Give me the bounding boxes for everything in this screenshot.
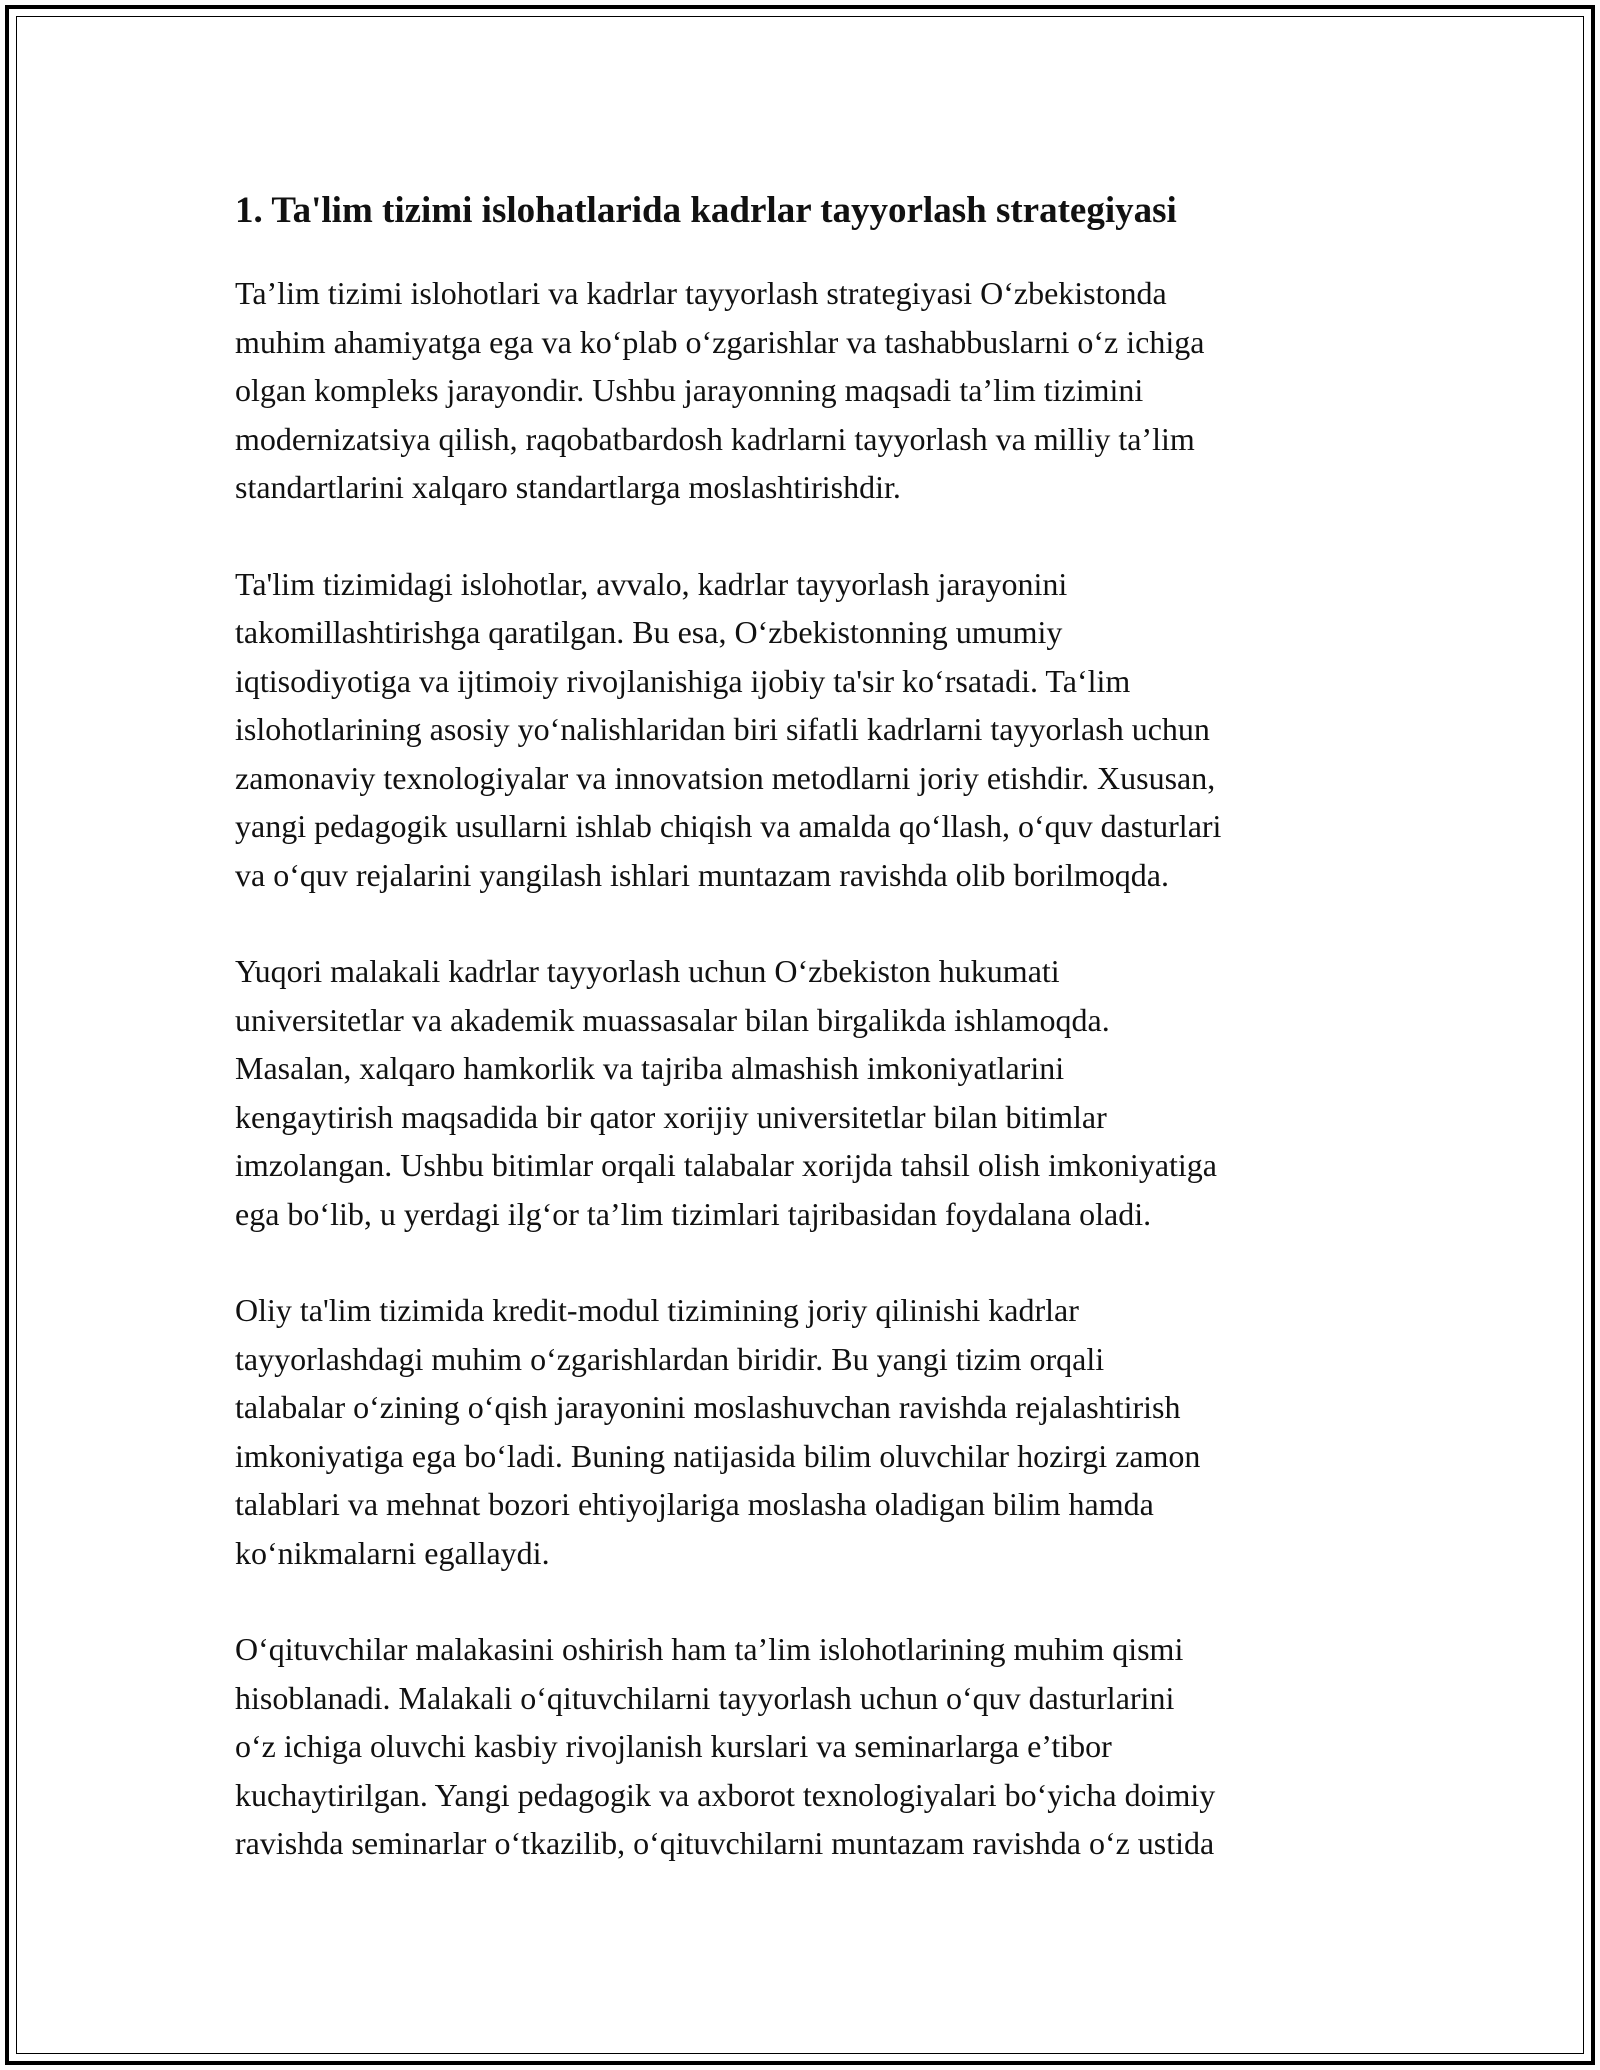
text-line: takomillashtirishga qaratilgan. Bu esa, O‘zbekistonning umumiy bbox=[235, 614, 1063, 650]
text-line: tayyorlashdagi muhim o‘zgarishlardan biridir. Bu yangi tizim orqali bbox=[235, 1340, 1105, 1377]
text-line: O‘qituvchilar malakasini oshirish ham ta’lim islohotlarining muhim qismi bbox=[235, 1631, 1184, 1667]
text-line: muhim ahamiyatga ega va ko‘plab o‘zgarishlar va tashabbuslarni o‘z ichiga bbox=[235, 323, 1205, 360]
text-line: hisoblanadi. Malakali o‘qituvchilarni tayyorlash uchun o‘quv dasturlarini bbox=[235, 1679, 1175, 1716]
paragraph-5 bbox=[235, 1625, 1375, 1868]
text-line: o‘z ichiga oluvchi kasbiy rivojlanish kurslari va seminarlarga e’tibor bbox=[235, 1728, 1112, 1764]
text-line: ega bo‘lib, u yerdagi ilg‘or ta’lim tizimlari tajribasidan foydalana oladi. bbox=[235, 1195, 1152, 1232]
text-line: iqtisodiyotiga va ijtimoiy rivojlanishiga ijobiy ta'sir ko‘rsatadi. Ta‘lim bbox=[235, 662, 1131, 699]
text-line: talabalar o‘zining o‘qish jarayonini moslashuvchan ravishda rejalashtirish bbox=[235, 1389, 1181, 1425]
text-line: kengaytirish maqsadida bir qator xorijiy universitetlar bilan bitimlar bbox=[235, 1098, 1107, 1135]
text-line: Ta'lim tizimidagi islohotlar, avvalo, kadrlar tayyorlash jarayonini bbox=[235, 565, 1068, 602]
text-line: Yuqori malakali kadrlar tayyorlash uchun O‘zbekiston hukumati bbox=[235, 953, 1060, 989]
text-line: universitetlar va akademik muassasalar bilan birgalikda ishlamoqda. bbox=[235, 1001, 1110, 1038]
paragraph-4 bbox=[235, 1286, 1375, 1577]
text-line: talablari va mehnat bozori ehtiyojlariga moslasha oladigan bilim hamda bbox=[235, 1486, 1154, 1522]
text-line: kuchaytirilgan. Yangi pedagogik va axborot texnologiyalari bo‘yicha doimiy bbox=[235, 1776, 1216, 1813]
document-body bbox=[235, 183, 1375, 1916]
text-line: zamonaviy texnologiyalar va innovatsion metodlarni joriy etishdir. Xususan, bbox=[235, 759, 1216, 796]
text-line: modernizatsiya qilish, raqobatbardosh kadrlarni tayyorlash va milliy ta’lim bbox=[235, 420, 1195, 457]
text-line: yangi pedagogik usullarni ishlab chiqish va amalda qo‘llash, o‘quv dasturlari bbox=[235, 808, 1222, 844]
text-line: islohotlarining asosiy yo‘nalishlaridan biri sifatli kadrlarni tayyorlash uchun bbox=[235, 711, 1210, 747]
text-line: Oliy ta'lim tizimida kredit-modul tizimining joriy qilinishi kadrlar bbox=[235, 1292, 1079, 1328]
text-line: olgan kompleks jarayondir. Ushbu jarayonning maqsadi ta’lim tizimini bbox=[235, 372, 1144, 408]
text-line: imkoniyatiga ega bo‘ladi. Buning natijasida bilim oluvchilar hozirgi zamon bbox=[235, 1437, 1201, 1474]
paragraph-2 bbox=[235, 560, 1375, 900]
text-line: ravishda seminarlar o‘tkazilib, o‘qituvchilarni muntazam ravishda o‘z ustida bbox=[235, 1825, 1215, 1861]
section-heading: 1. Ta'lim tizimi islohatlarida kadrlar tayyorlash strategiyasi bbox=[235, 190, 1177, 231]
text-line: Ta’lim tizimi islohotlari va kadrlar tayyorlash strategiyasi O‘zbekistonda bbox=[235, 275, 1167, 311]
text-line: Masalan, xalqaro hamkorlik va tajriba almashish imkoniyatlarini bbox=[235, 1050, 1065, 1086]
paragraph-3 bbox=[235, 947, 1375, 1238]
text-line: imzolangan. Ushbu bitimlar orqali talabalar xorijda tahsil olish imkoniyatiga bbox=[235, 1147, 1217, 1183]
paragraph-1 bbox=[235, 269, 1375, 512]
text-line: ko‘nikmalarni egallaydi. bbox=[235, 1534, 550, 1571]
text-line: standartlarini xalqaro standartlarga moslashtirishdir. bbox=[235, 469, 901, 505]
text-line: va o‘quv rejalarini yangilash ishlari muntazam ravishda olib borilmoqda. bbox=[235, 856, 1169, 893]
